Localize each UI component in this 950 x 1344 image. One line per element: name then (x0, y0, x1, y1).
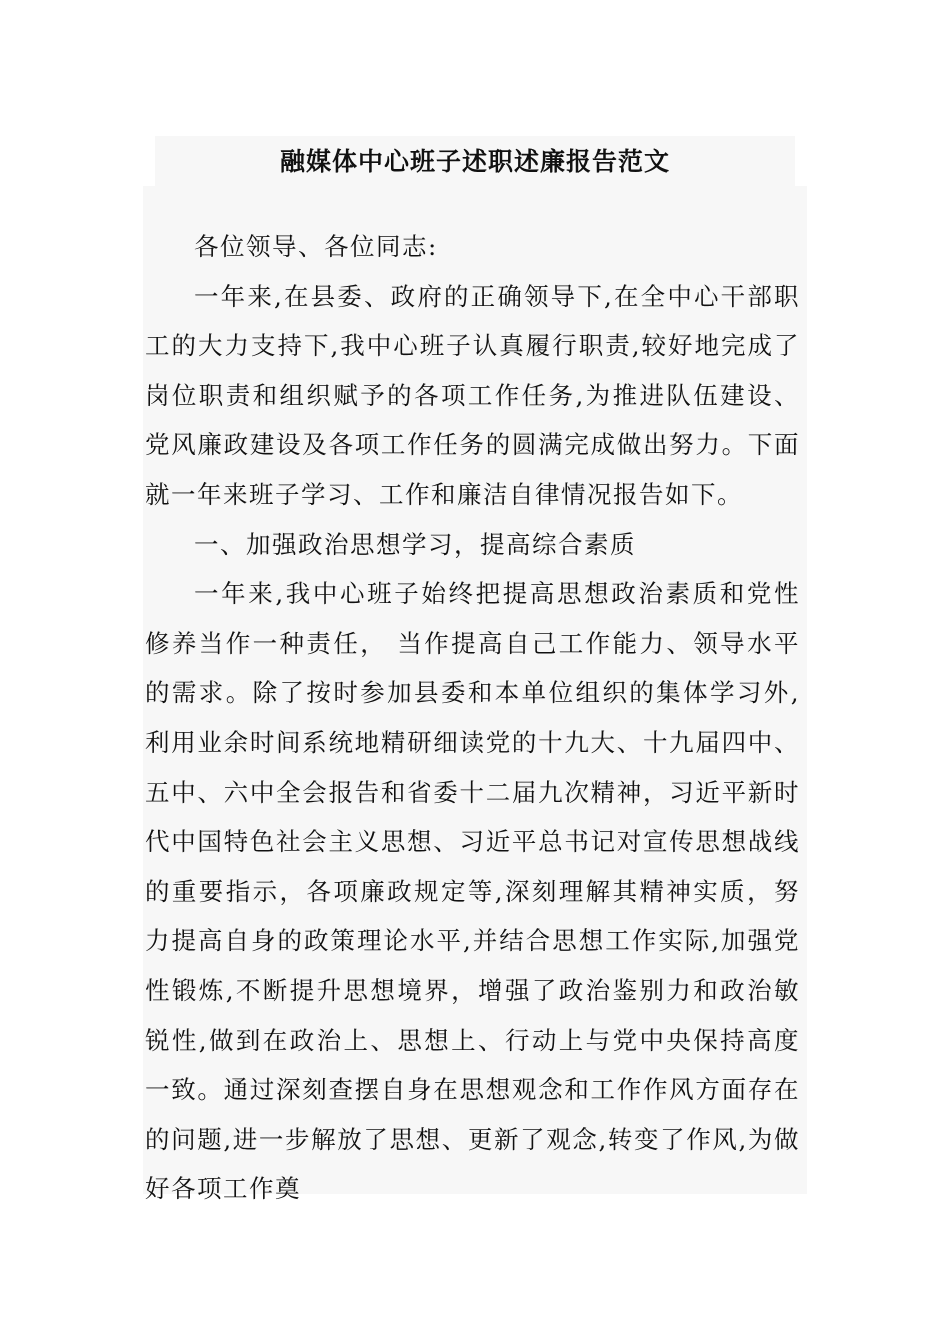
document-body (145, 222, 800, 1214)
section-heading: 一、加强政治思想学习，提高综合素质 (194, 529, 636, 559)
section-paragraph: 一年来,我中心班子始终把提高思想政治素质和党性修养当作一种责任， 当作提高自己工作能力、领导水平的需求。除了按时参加县委和本单位组织的集体学习外,利用业余时间系统地精研细读党的十九大、十九届四中、五中、六中全会报告和省委十二届九次精神，习近平新时代中国特色社会主义思想、习近平总书记对宣传思想战线的重要指示，各项廉政规定等,深刻理解其精神实质，努力提高自身的政策理论水平,并结合思想工作实际,加强党性锻炼,不断提升思想境界，增强了政治鉴别力和政治敏锐性,做到在政治上、思想上、行动上与党中央保持高度一致。通过深刻查摆自身在思想观念和工作作风方面存在的问题,进一步解放了思想、更新了观念,转变了作风,为做好各项工作奠 (145, 579, 800, 1204)
intro-paragraph: 一年来,在县委、政府的正确领导下,在全中心干部职工的大力支持下,我中心班子认真履行职责,较好地完成了岗位职责和组织赋予的各项工作任务,为推进队伍建设、党风廉政建设及各项工作任务的圆满完成做出努力。下面就一年来班子学习、工作和廉洁自律情况报告如下。 (145, 281, 800, 509)
document-title: 融媒体中心班子述职述廉报告范文 (279, 147, 670, 176)
salutation-paragraph: 各位领导、各位同志: (194, 232, 438, 261)
